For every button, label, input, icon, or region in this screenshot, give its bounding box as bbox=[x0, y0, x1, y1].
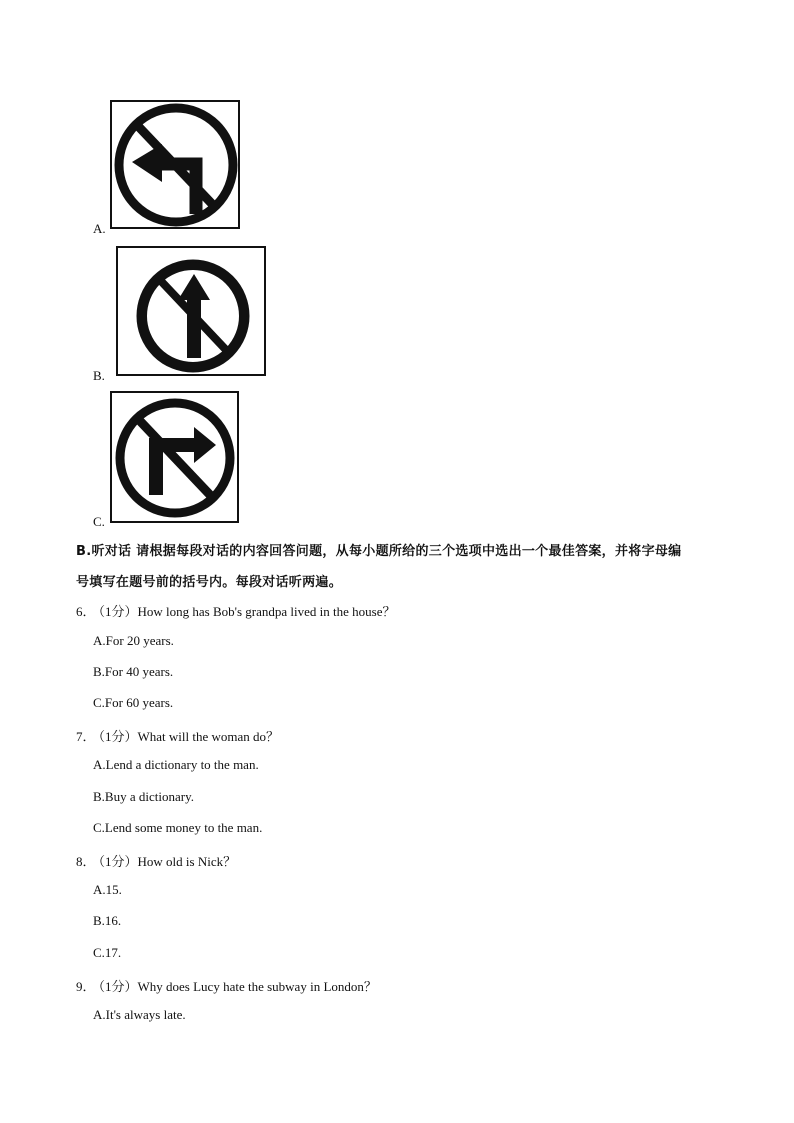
question-7 bbox=[76, 726, 279, 745]
option-7a: A.Lend a dictionary to the man. bbox=[93, 757, 259, 772]
sign-c-letter: C. bbox=[93, 514, 105, 529]
question-score: （1分） bbox=[92, 604, 138, 619]
question-score: （1分） bbox=[92, 854, 138, 869]
question-8 bbox=[76, 851, 236, 870]
option-8b: B.16. bbox=[93, 913, 122, 928]
no-straight-ahead-icon bbox=[118, 248, 264, 374]
sign-a-frame bbox=[110, 100, 240, 229]
question-text: Why does Lucy hate the subway in London？ bbox=[137, 979, 377, 994]
question-number: 6． bbox=[76, 604, 96, 619]
no-right-turn-icon bbox=[112, 393, 237, 521]
sign-b-frame bbox=[116, 246, 266, 376]
question-number: 9． bbox=[76, 979, 96, 994]
option-7c: C.Lend some money to the man. bbox=[93, 820, 263, 835]
option-8c: C.17. bbox=[93, 945, 122, 960]
question-number: 8． bbox=[76, 854, 96, 869]
option-6c: C.For 60 years. bbox=[93, 695, 174, 710]
question-number: 7． bbox=[76, 729, 96, 744]
sign-c-frame bbox=[110, 391, 239, 523]
option-7b: B.Buy a dictionary. bbox=[93, 789, 194, 804]
option-8a: A.15. bbox=[93, 882, 122, 897]
question-text: How old is Nick？ bbox=[137, 854, 237, 869]
sign-b-letter: B. bbox=[93, 368, 105, 383]
sign-a-letter: A. bbox=[93, 221, 106, 236]
question-score: （1分） bbox=[92, 979, 138, 994]
question-9 bbox=[76, 976, 377, 995]
section-instruction-line1: B.听对话 请根据每段对话的内容回答问题，从每小题所给的三个选项中选出一个最佳答案，并将字母编 bbox=[76, 544, 682, 559]
option-6b: B.For 40 years. bbox=[93, 664, 174, 679]
question-6 bbox=[76, 601, 396, 620]
section-instruction-line2: 号填写在题号前的括号内。每段对话听两遍。 bbox=[76, 575, 343, 590]
question-text: How long has Bob's grandpa lived in the house？ bbox=[137, 604, 396, 619]
question-text: What will the woman do？ bbox=[137, 729, 280, 744]
option-9a: A.It's always late. bbox=[93, 1007, 186, 1022]
question-score: （1分） bbox=[92, 729, 138, 744]
option-6a: A.For 20 years. bbox=[93, 633, 174, 648]
no-left-turn-icon bbox=[112, 102, 238, 227]
